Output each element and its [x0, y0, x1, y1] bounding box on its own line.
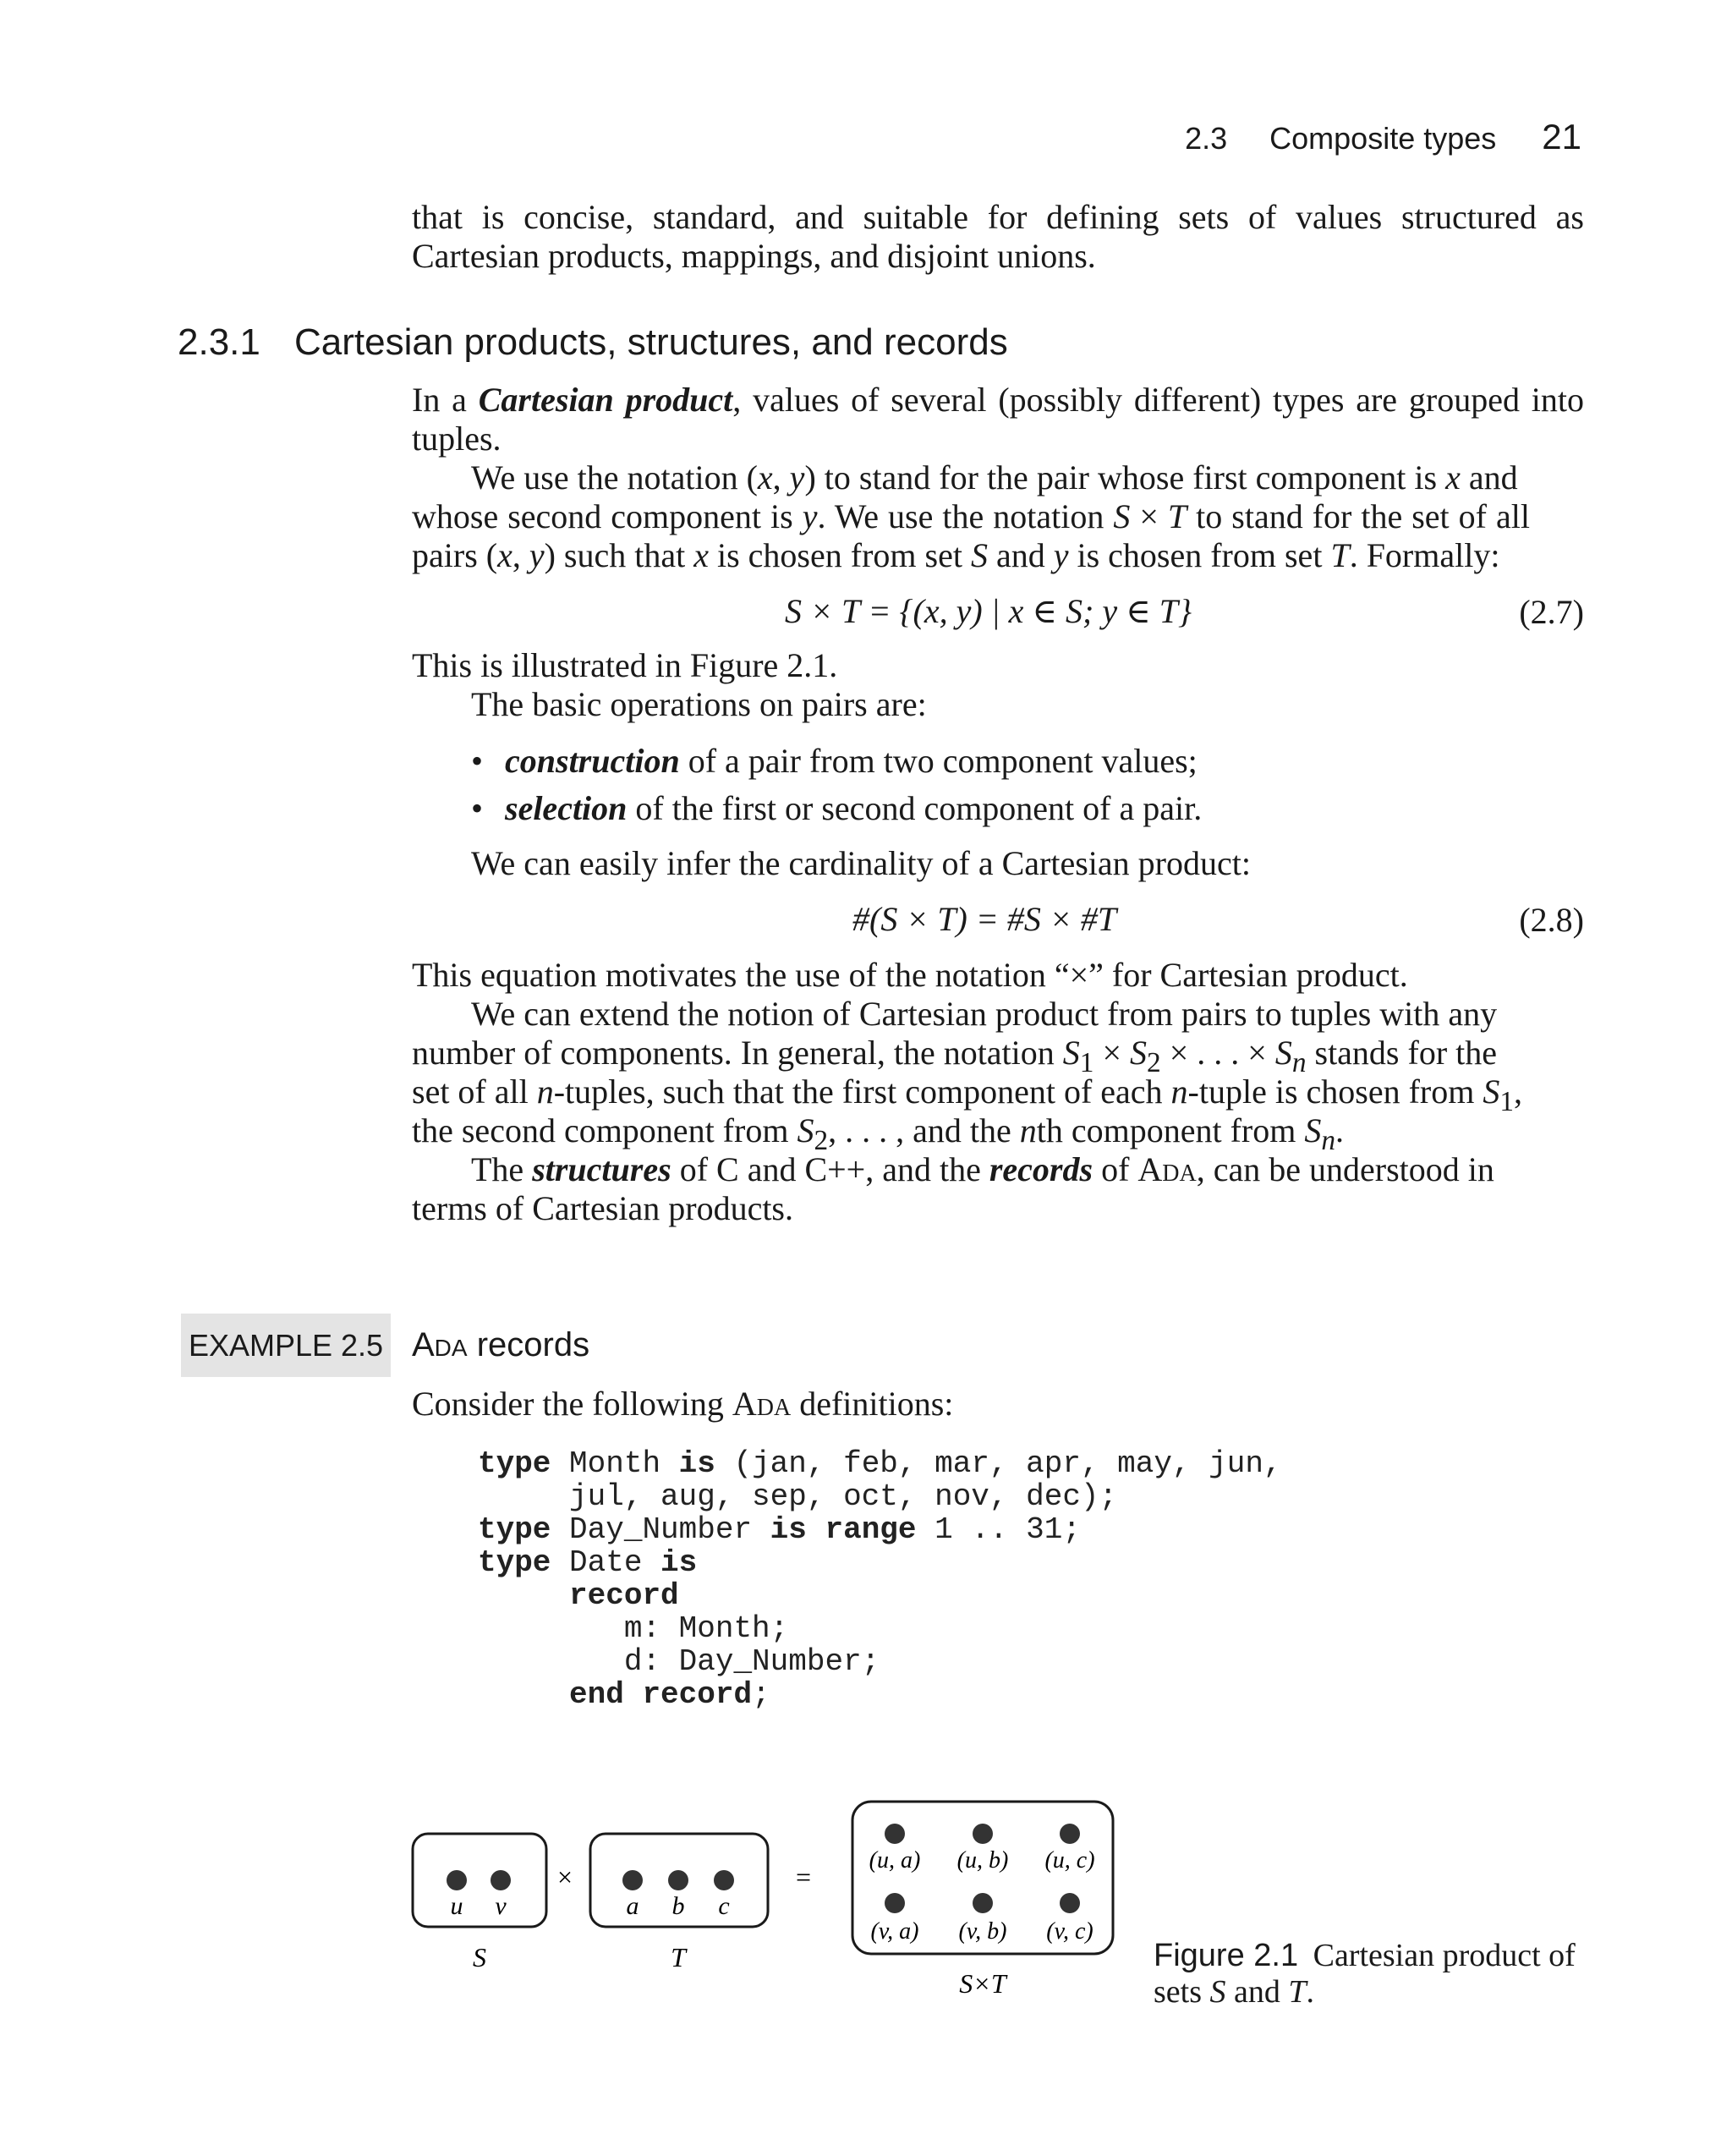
pair-uc-label: (u, c)	[1044, 1847, 1095, 1873]
pair-uc-dot	[1060, 1824, 1080, 1844]
header-section-title: Composite types	[1269, 121, 1497, 156]
set-s-box	[413, 1834, 546, 1927]
set-t-label: T	[671, 1942, 686, 1972]
equation-number-2-7: (2.7)	[1519, 593, 1584, 631]
pair-ub-dot	[973, 1824, 993, 1844]
para4-line-2: terms of Cartesian products.	[412, 1189, 793, 1227]
page-number: 21	[1542, 117, 1581, 156]
element-a-dot	[622, 1870, 643, 1890]
para3-line-3: set of all n-tuples, such that the first component of each n-tuple is chosen from $S_1$,	[412, 1073, 1523, 1117]
pair-vc-dot	[1060, 1893, 1080, 1913]
equals-symbol: =	[795, 1862, 812, 1892]
example-intro: Consider the following Ada definitions:	[412, 1385, 954, 1423]
equation-2-7: S × T = {(x, y) | x ∈ S; y ∈ T}	[785, 592, 1192, 630]
paragraph-cartesian-product	[412, 381, 1584, 458]
motivates-text: This equation motivates the use of the notation “×” for Cartesian product.	[412, 956, 1408, 994]
para3-line-2: number of components. In general, the notation $S_1 \times S_2$ × . . . × $S_n$ stands for the	[412, 1034, 1498, 1078]
equation-number-2-8: (2.8)	[1519, 901, 1584, 939]
pair-vb-dot	[973, 1893, 993, 1913]
para2-line-1: We use the notation (x, y) to stand for the pair whose first component is x and	[471, 458, 1518, 496]
illustrated-text: This is illustrated in Figure 2.1.	[412, 646, 838, 684]
figure-caption-line-1: Figure 2.1 Cartesian product of	[1154, 1938, 1576, 1973]
figure-caption-line-2: sets S and T.	[1154, 1974, 1315, 2010]
cardinality-text: We can easily infer the cardinality of a Cartesian product:	[471, 844, 1251, 882]
para2-line-3: pairs (x, y) such that x is chosen from set S and y is chosen from set T. Formally:	[412, 536, 1500, 574]
element-b-dot	[668, 1870, 688, 1890]
figure-cartesian-product	[406, 1793, 1133, 2038]
times-symbol: ×	[556, 1862, 573, 1892]
element-v-dot	[491, 1870, 511, 1890]
set-s-label: S	[473, 1942, 486, 1972]
code-block: type Month is (jan, feb, mar, apr, may, jun, jul, aug, sep, oct, nov, dec); type Day_Number is range 1 .. 31; type Date is record m: Month; d: Day_Number; end record;	[478, 1446, 1282, 1712]
pair-ub-label: (u, b)	[956, 1847, 1009, 1873]
intro-line-1: that is concise, standard, and suitable for defining sets of values structured as	[412, 198, 1584, 236]
para3-line-4: the second component from $S_2$, . . . , and the nth component from $S_n$.	[412, 1111, 1345, 1156]
pair-ua-dot	[885, 1824, 905, 1844]
section-title: Cartesian products, structures, and records	[294, 321, 1008, 363]
element-c-label: c	[718, 1892, 730, 1920]
element-a-label: a	[626, 1892, 639, 1920]
element-b-label: b	[671, 1892, 685, 1920]
intro-line-2: Cartesian products, mappings, and disjoint unions.	[412, 237, 1096, 275]
para1-text-pre: In a	[412, 381, 479, 419]
element-u-dot	[447, 1870, 467, 1890]
pair-va-label: (v, a)	[870, 1918, 919, 1945]
bullet-selection: • selection of the first or second component of a pair.	[471, 789, 1203, 827]
bullet-construction: • construction of a pair from two component values;	[471, 742, 1198, 780]
pair-va-dot	[885, 1893, 905, 1913]
para2-line-2: whose second component is y. We use the notation S × T to stand for the set of all	[412, 497, 1530, 535]
figure-caption-label: Figure 2.1	[1154, 1938, 1299, 1973]
term-cartesian-product: Cartesian product	[478, 381, 733, 419]
element-u-label: u	[450, 1892, 463, 1920]
element-c-dot	[714, 1870, 734, 1890]
running-header	[1185, 117, 1581, 157]
para3-line-1: We can extend the notion of Cartesian product from pairs to tuples with any	[471, 995, 1498, 1033]
example-label: EXAMPLE 2.5	[181, 1314, 391, 1377]
pair-vb-label: (v, b)	[958, 1918, 1007, 1945]
product-label: S×T	[959, 1968, 1006, 1999]
header-section-number: 2.3	[1185, 121, 1228, 156]
bullet-icon: •	[471, 742, 484, 780]
bullet-icon: •	[471, 789, 484, 827]
para1-text-post: , values of several (possibly different) types are grouped into tuples.	[412, 381, 1585, 458]
pair-vc-label: (v, c)	[1046, 1918, 1093, 1945]
section-number: 2.3.1	[178, 321, 260, 363]
equation-2-8: #(S × T) = #S × #T	[852, 900, 1117, 938]
basic-operations-text: The basic operations on pairs are:	[471, 685, 927, 723]
example-title: Ada records	[412, 1326, 590, 1363]
pair-ua-label: (u, a)	[869, 1847, 921, 1873]
para4-line-1: The structures of C and C++, and the records of Ada, can be understood in	[471, 1150, 1494, 1188]
element-v-label: v	[495, 1892, 507, 1920]
